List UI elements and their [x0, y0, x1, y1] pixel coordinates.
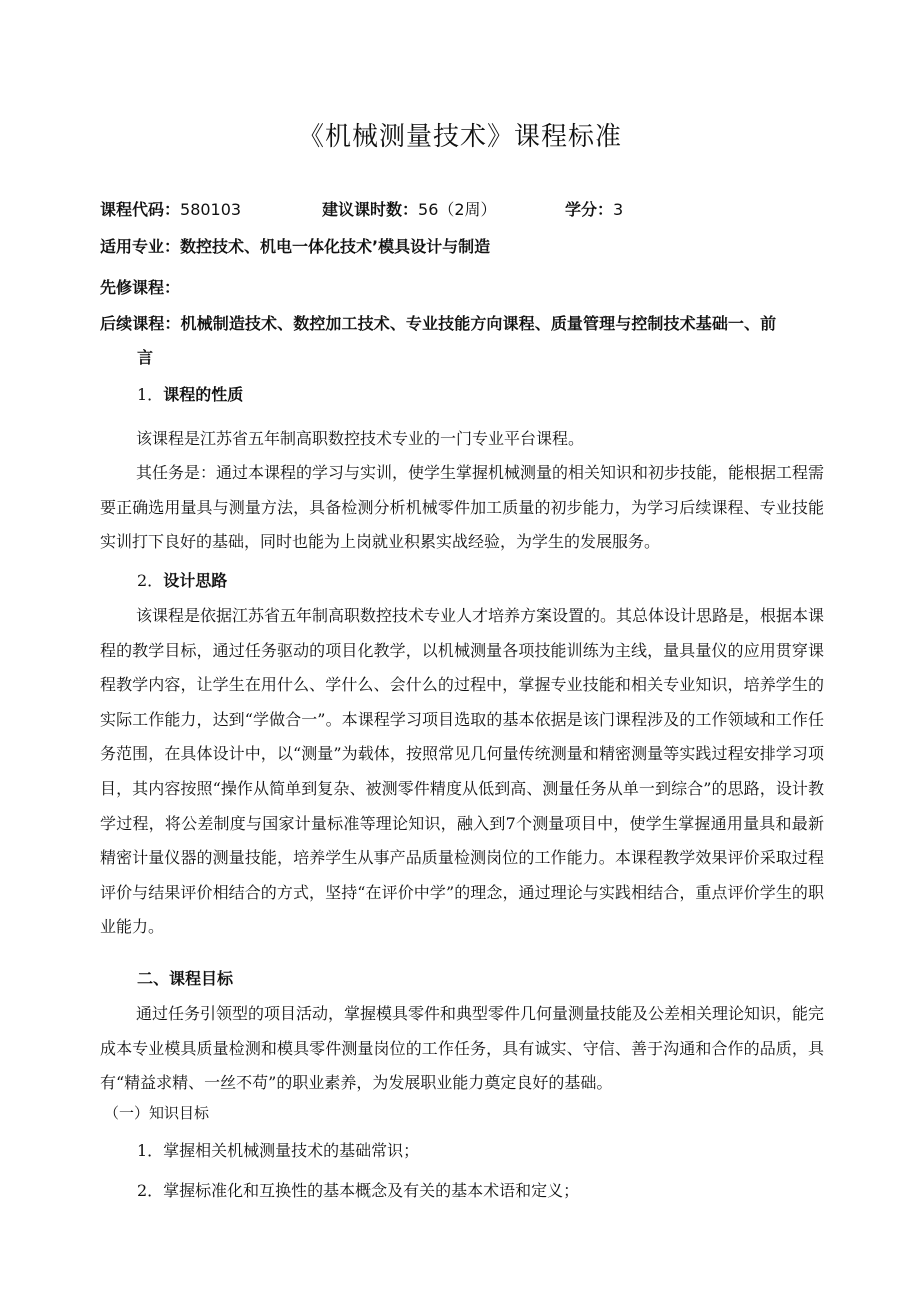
course-credit-value: 3 — [613, 200, 624, 219]
course-code-label: 课程代码： — [100, 200, 181, 219]
major-label: 适用专业： — [100, 237, 181, 256]
course-credit — [565, 199, 623, 221]
course-code — [100, 199, 322, 221]
knowledge-item-2: 2．掌握标准化和互换性的基本概念及有关的基本术语和定义； — [137, 1181, 580, 1200]
section-nature-heading — [137, 384, 243, 406]
section-design-title: 设计思路 — [163, 571, 228, 590]
course-code-value: 580103 — [180, 200, 242, 219]
followup-continuation: 言 — [137, 348, 154, 367]
course-info-row — [100, 199, 623, 221]
knowledge-item-1: 1．掌握相关机械测量技术的基础常识； — [137, 1141, 420, 1160]
objectives-paragraph: 通过任务引领型的项目活动，掌握模具零件和典型零件几何量测量技能及公差相关理论知识，能完成本专业模具质量检测和模具零件测量岗位的工作任务，具有诚实、守信、善于沟通和合作的品质，具有“精益求精、一丝不苟”的职业素养，为发展职业能力奠定良好的基础。 — [100, 1004, 825, 1093]
prereq-label: 先修课程： — [100, 278, 181, 297]
course-hours — [322, 199, 565, 221]
section-design-number: 2． — [137, 571, 164, 590]
knowledge-objectives-heading: （一）知识目标 — [104, 1104, 210, 1122]
course-hours-value: 56（2周） — [418, 200, 497, 219]
followup-value: 机械制造技术、数控加工技术、专业技能方向课程、质量管理与控制技术基础一、前 — [180, 314, 777, 333]
followup-courses — [100, 313, 776, 335]
section-nature-number: 1． — [137, 385, 164, 404]
design-paragraph: 该课程是依据江苏省五年制高职数控技术专业人才培养方案设置的。其总体设计思路是，根据本课程的教学目标，通过任务驱动的项目化教学，以机械测量各项技能训练为主线，量具量仪的应用贯穿课程教学内容，让学生在用什么、学什么、会什么的过程中，掌握专业技能和相关专业知识，培养学生的实际工作能力，达到“学做合一”。本课程学习项目选取的基本依据是该门课程涉及的工作领域和工作任务范围，在具体设计中，以“测量”为载体，按照常见几何量传统测量和精密测量等实践过程安排学习项目，其内容按照“操作从简单到复杂、被测零件精度从低到高、测量任务从单一到综合”的思路，设计教学过程，将公差制度与国家计量标准等理论知识，融入到7个测量项目中，使学生掌握通用量具和最新精密计量仪器的测量技能，培养学生从事产品质量检测岗位的工作能力。本课程教学效果评价采取过程评价与结果评价相结合的方式，坚持“在评价中学”的理念，通过理论与实践相结合，重点评价学生的职业能力。 — [100, 606, 825, 937]
prerequisite-courses — [100, 277, 180, 299]
followup-label: 后续课程： — [100, 314, 181, 333]
section-design-heading — [137, 570, 227, 592]
nature-paragraph-2: 其任务是：通过本课程的学习与实训，使学生掌握机械测量的相关知识和初步技能，能根据工程需要正确选用量具与测量方法，具备检测分析机械零件加工质量的初步能力，为学习后续课程、专业技能实训打下良好的基础，同时也能为上岗就业积累实战经验，为学生的发展服务。 — [100, 463, 825, 552]
section-nature-title: 课程的性质 — [163, 385, 244, 404]
applicable-major — [100, 236, 490, 258]
course-credit-label: 学分： — [565, 200, 614, 219]
section-objectives-heading: 二、课程目标 — [137, 969, 234, 988]
document-title: 《机械测量技术》课程标准 — [297, 122, 622, 152]
nature-paragraph-1: 该课程是江苏省五年制高职数控技术专业的一门专业平台课程。 — [136, 429, 585, 448]
course-hours-label: 建议课时数： — [322, 200, 419, 219]
major-value: 数控技术、机电一体化技术’模具设计与制造 — [180, 237, 491, 256]
